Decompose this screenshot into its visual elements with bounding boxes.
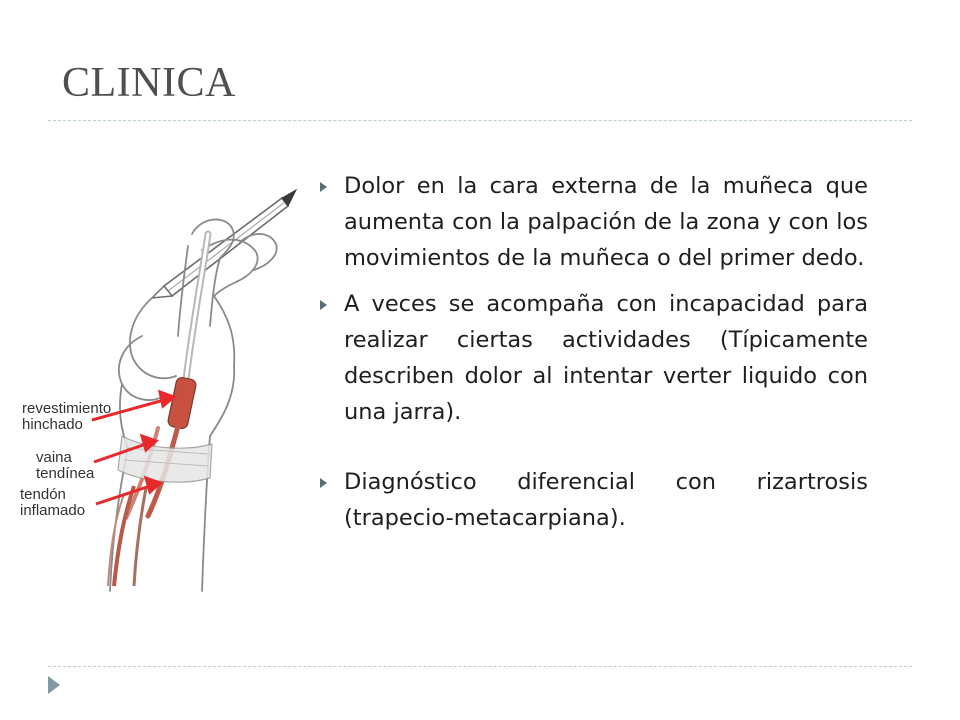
label-tendon-1: tendón [20,486,66,503]
footer-divider [48,666,912,667]
bullet-text: A veces se acompaña con incapacidad para realizar ciertas actividades (Típicamente describen dolor al intentar verter liquido con una jarra). [344,291,868,425]
bullet-arrow-icon [320,300,327,310]
pencil-drawing [152,190,296,298]
label-sheath-1: vaina [36,449,72,466]
bullet-item [318,464,868,536]
slide-nav-arrow-icon [48,676,60,694]
label-tendon-2: inflamado [20,502,86,519]
title-divider [48,120,912,121]
bullet-text: Dolor en la cara externa de la muñeca que aumenta con la palpación de la zona y con los movimientos de la muñeca o del primer dedo. [344,173,868,271]
label-sheath-2: tendínea [36,465,95,482]
bullet-text: Diagnóstico diferencial con rizartrosis (trapecio-metacarpiana). [344,469,868,531]
slide-title: CLINICA [62,60,236,106]
bullet-item [318,168,868,276]
bullet-arrow-icon [320,182,327,192]
label-swollen-lining-1: revestimiento [22,400,112,417]
bullet-list [318,168,868,536]
label-swollen-lining-2: hinchado [22,416,83,433]
bullet-arrow-icon [320,478,327,488]
bullet-item [318,286,868,430]
wrist-tendon-illustration [14,186,314,596]
